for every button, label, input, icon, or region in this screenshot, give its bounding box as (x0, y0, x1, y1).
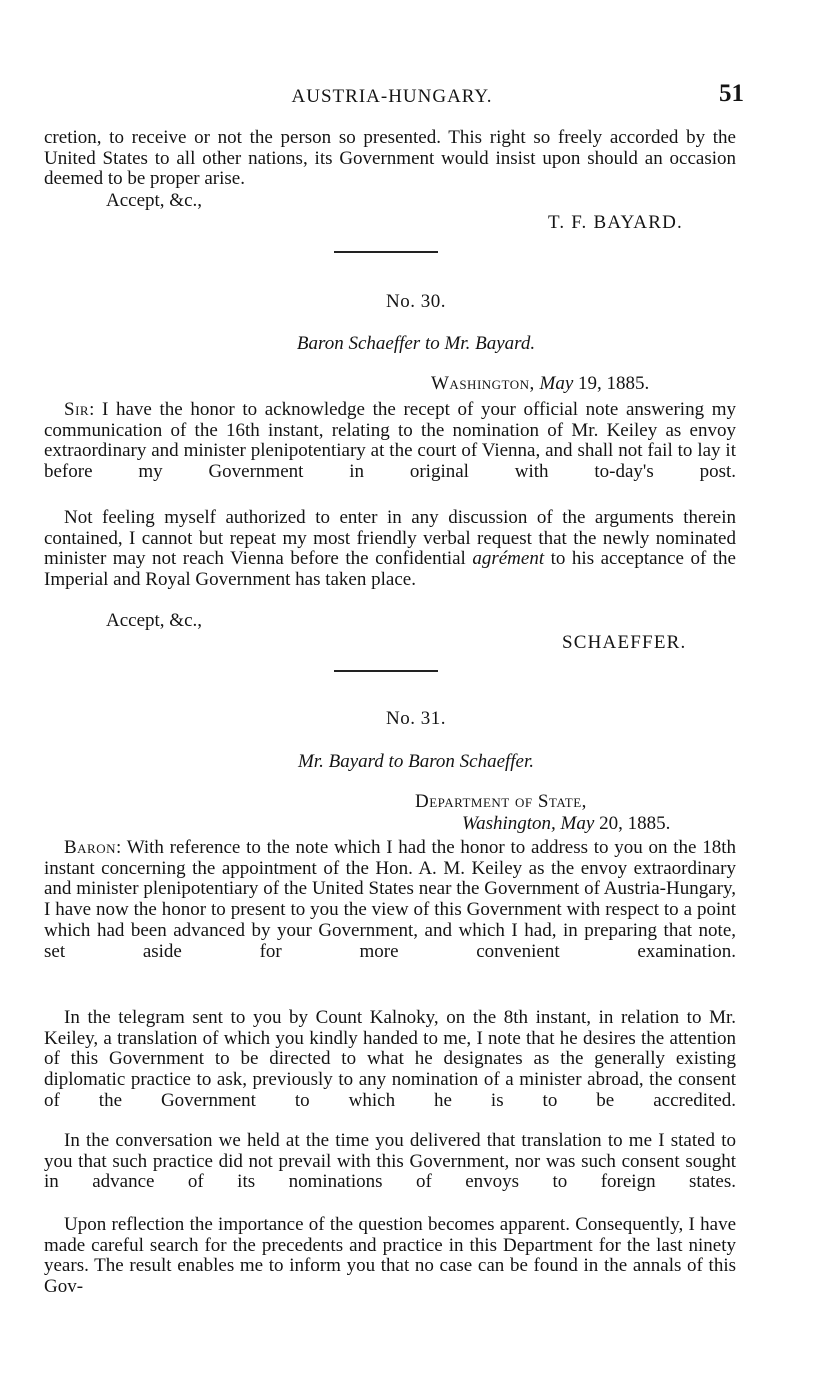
section-divider-1 (334, 251, 438, 253)
letter30-day-year: 19, 1885. (578, 373, 650, 394)
letter30-paragraph-2 (44, 508, 736, 591)
running-header (44, 80, 744, 112)
section-divider-2 (334, 670, 438, 672)
letter31-paragraph-4: Upon reflection the importance of the question becomes apparent. Consequently, I have made careful search for the precedents and practice in this Department for the last ninety years. The result enables me to inform you that no case can be found in the annals of this Gov- (44, 1214, 736, 1298)
letter29-closing: Accept, &c., (106, 190, 203, 211)
letter30-para2-b: to his acceptance of the Imperial and Royal Government has taken place. (44, 548, 736, 591)
letter29-continuation: cretion, to receive or not the person so presented. This right so freely accorded by the United States to all other nations, its Government would insist upon should an occasion deemed to be proper arise. (44, 127, 736, 190)
running-title: AUSTRIA-HUNGARY. (291, 86, 493, 107)
page-number: 51 (719, 80, 744, 107)
letter30-paragraph-1 (44, 400, 736, 483)
letter31-paragraph-2: In the telegram sent to you by Count Kalnoky, on the 8th instant, in relation to Mr. Keiley, a translation of which you kindly handed to me, I note that he desires the attention of this Government to be directed to what he designates as the generally existing diplomatic practice to ask, previously to any nomination of a minister abroad, the consent of the Government to which he is to be accredited. (44, 1007, 736, 1111)
letter30-signature: SCHAEFFER. (562, 632, 687, 653)
letter30-para2-a: Not feeling myself authorized to enter in any discussion of the arguments therein contained, I cannot but repeat my most friendly verbal request that the newly nominated minister may not reach Vienna before the confidential (44, 507, 736, 570)
letter30-para1-text: : I have the honor to acknowledge the recept of your official note answering my communication of the 16th instant, relating to the nomination of Mr. Keiley as envoy extraordinary and minister plenipotentiary at the court of Vienna, and shall not fail to lay it before my Government in original with to-day's post. (44, 399, 736, 483)
letter31-dept: Department of State, (415, 791, 587, 812)
letter31-paragraph-1 (44, 838, 736, 962)
letter31-paragraph-3: In the conversation we held at the time you delivered that translation to me I stated to you that such practice did not prevail with this Government, nor was such consent sought in advance of its nominations of envoys to foreign states. (44, 1130, 736, 1193)
letter31-day-year: 20, 1885. (599, 813, 671, 834)
letter30-place: Washington, (431, 373, 535, 394)
letter30-closing: Accept, &c., (106, 610, 203, 631)
letter31-salutation: Baron (64, 837, 117, 858)
letter30-month: May (539, 373, 574, 394)
letter31-para1-text: : With reference to the note which I had the honor to address to you on the 18th instant concerning the appointment of the Hon. A. M. Keiley as the envoy extraordinary and minister plenipotentiary of the United States near the Government of Austria-Hungary, I have now the honor to present to you the view of this Government with respect to a point which had been advanced by your Government, and which I had, in preparing that note, set aside for more convenient examination. (44, 837, 736, 962)
letter30-number: No. 30. (386, 291, 446, 312)
letter31-dateline (462, 813, 670, 835)
letter29-signature: T. F. BAYARD. (548, 212, 683, 233)
letter31-department (415, 791, 587, 813)
letter30-heading: Baron Schaeffer to Mr. Bayard. (296, 333, 536, 354)
letter31-month: May (560, 813, 595, 834)
letter31-number: No. 31. (386, 708, 446, 729)
letter30-agrement: agrément (472, 548, 545, 570)
letter31-place: Washington, (462, 813, 556, 834)
letter30-salutation: Sir (64, 399, 90, 420)
letter30-dateline (431, 373, 649, 395)
letter31-heading: Mr. Bayard to Baron Schaeffer. (297, 751, 535, 772)
